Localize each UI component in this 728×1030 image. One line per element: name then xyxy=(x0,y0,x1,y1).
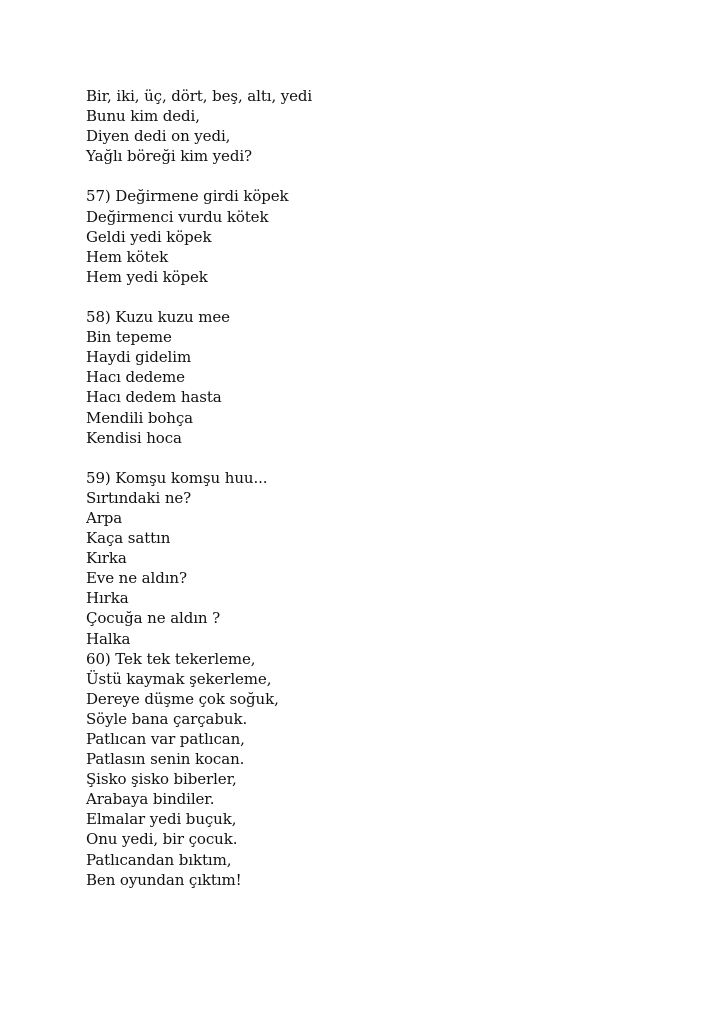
text-line: Patlıcandan bıktım, xyxy=(86,850,232,869)
text-line: Yağlı böreği kim yedi? xyxy=(86,147,252,166)
text-line: Bir, iki, üç, dört, beş, altı, yedi xyxy=(86,87,313,105)
text-line: 57) Değirmene girdi köpek xyxy=(86,187,289,206)
text-line: Onu yedi, bir çocuk. xyxy=(86,830,238,849)
text-line: Haydi gidelim xyxy=(86,348,192,367)
text-line: Eve ne aldın? xyxy=(86,569,187,588)
text-line: Kaça sattın xyxy=(86,529,171,548)
rhyme-text xyxy=(86,86,686,890)
text-line: Hacı dedem hasta xyxy=(86,388,222,407)
text-line: Diyen dedi on yedi, xyxy=(86,127,231,146)
text-line: Hem yedi köpek xyxy=(86,267,208,286)
text-line: Elmalar yedi buçuk, xyxy=(86,810,237,829)
text-line: Kırka xyxy=(86,549,127,568)
blank-line xyxy=(86,166,686,186)
text-line: Ben oyundan çıktım! xyxy=(86,870,242,889)
text-line: Çocuğa ne aldın ? xyxy=(86,609,221,628)
text-line: Bin tepeme xyxy=(86,328,172,347)
text-line: Arpa xyxy=(86,508,123,527)
blank-line xyxy=(86,287,686,307)
text-line: 59) Komşu komşu huu... xyxy=(86,468,268,487)
text-line: Dereye düşme çok soğuk, xyxy=(86,689,279,708)
text-line: Hem kötek xyxy=(86,247,169,266)
text-line: 58) Kuzu kuzu mee xyxy=(86,308,230,327)
text-line: Hacı dedeme xyxy=(86,368,185,387)
text-line: Sırtındaki ne? xyxy=(86,488,192,507)
text-line: Şisko şisko biberler, xyxy=(86,770,237,789)
text-line: Bunu kim dedi, xyxy=(86,107,200,126)
text-line: Patlıcan var patlıcan, xyxy=(86,730,245,748)
text-line: Mendili bohça xyxy=(86,408,193,427)
text-line: Hırka xyxy=(86,589,129,608)
text-line: Patlasın senin kocan. xyxy=(86,750,245,769)
text-line: Arabaya bindiler. xyxy=(86,790,215,809)
text-line: 60) Tek tek tekerleme, xyxy=(86,649,256,668)
text-line: Kendisi hoca xyxy=(86,428,182,447)
text-line: Üstü kaymak şekerleme, xyxy=(86,669,272,688)
text-line: Değirmenci vurdu kötek xyxy=(86,207,269,226)
blank-line xyxy=(86,448,686,468)
text-line: Geldi yedi köpek xyxy=(86,227,212,246)
text-line: Söyle bana çarçabuk. xyxy=(86,709,248,728)
text-line: Halka xyxy=(86,629,131,648)
